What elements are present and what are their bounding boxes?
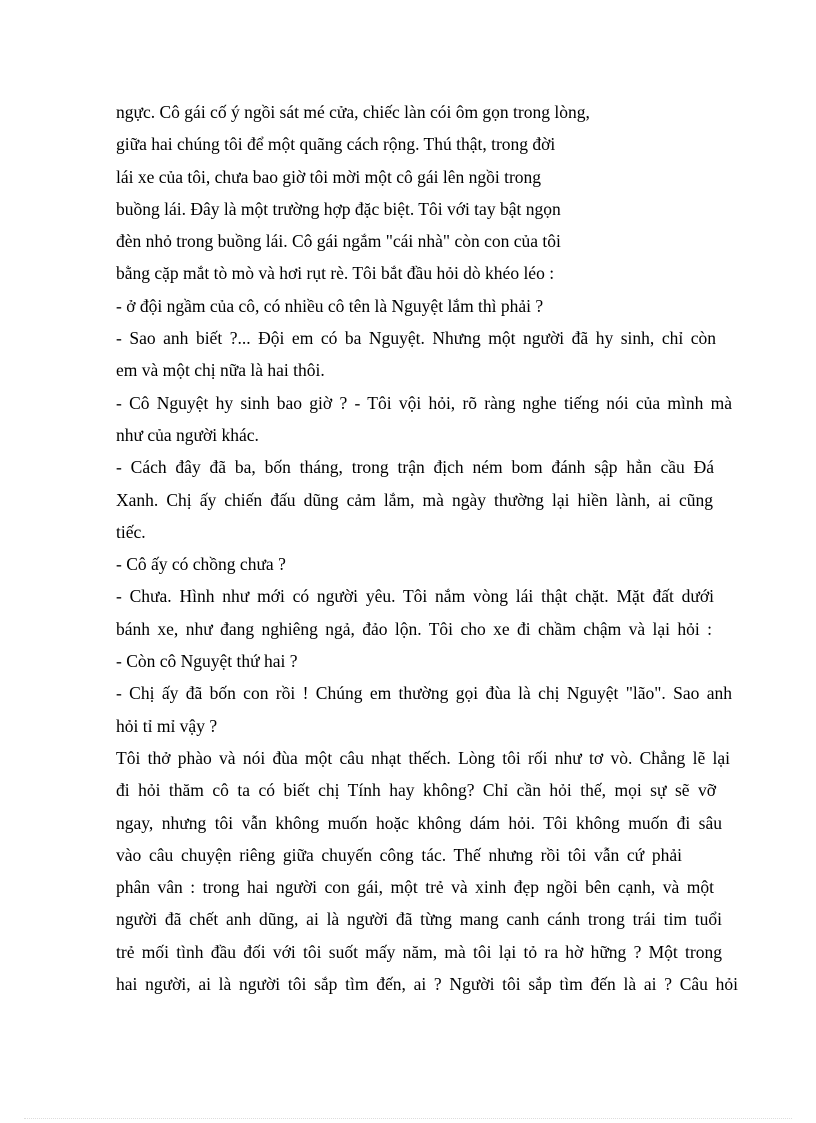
text-line: trẻ mối tình đầu đối với tôi suốt mấy năm, mà tôi lại tỏ ra hờ hững ? Một trong <box>116 941 722 962</box>
text-line: vào câu chuyện riêng giữa chuyến công tác. Thế nhưng rồi tôi vẫn cứ phải <box>116 844 682 865</box>
text-line: phân vân : trong hai người con gái, một trẻ và xinh đẹp ngồi bên cạnh, và một <box>116 877 714 898</box>
text-line: em và một chị nữa là hai thôi. <box>116 360 325 381</box>
text-line: - ở đội ngầm của cô, có nhiều cô tên là Nguyệt lắm thì phải ? <box>116 295 544 316</box>
text-line: - Cô Nguyệt hy sinh bao giờ ? - Tôi vội hỏi, rõ ràng nghe tiếng nói của mình mà <box>116 392 732 413</box>
text-line: đi hỏi thăm cô ta có biết chị Tính hay không? Chỉ cần hỏi thế, mọi sự sẽ vỡ <box>116 780 716 801</box>
text-line: đèn nhỏ trong buồng lái. Cô gái ngắm "cái nhà" còn con của tôi <box>116 231 561 252</box>
text-line: - Cô ấy có chồng chưa ? <box>116 554 286 575</box>
text-line: - Sao anh biết ?... Đội em có ba Nguyệt. Nhưng một người đã hy sinh, chỉ còn <box>116 328 716 349</box>
text-line: bánh xe, như đang nghiêng ngả, đảo lộn. Tôi cho xe đi chầm chậm và lại hỏi : <box>116 618 712 639</box>
text-line: - Chưa. Hình như mới có người yêu. Tôi nắm vòng lái thật chặt. Mặt đất dưới <box>116 586 714 607</box>
text-line: hỏi tỉ mỉ vậy ? <box>116 715 218 736</box>
text-line: như của người khác. <box>116 424 259 445</box>
text-line: Tôi thở phào và nói đùa một câu nhạt thếch. Lòng tôi rối như tơ vò. Chẳng lẽ lại <box>116 747 730 768</box>
text-line: - Cách đây đã ba, bốn tháng, trong trận địch ném bom đánh sập hẳn cầu Đá <box>116 457 714 478</box>
text-line: ngay, nhưng tôi vẫn không muốn hoặc không dám hỏi. Tôi không muốn đi sâu <box>116 812 722 833</box>
text-line: ngực. Cô gái cố ý ngồi sát mé cửa, chiếc làn cói ôm gọn trong lòng, <box>116 102 590 122</box>
text-line: lái xe của tôi, chưa bao giờ tôi mời một cô gái lên ngồi trong <box>116 166 542 187</box>
page-divider <box>24 1118 792 1119</box>
body-text <box>116 96 736 1000</box>
text-line: hai người, ai là người tôi sắp tìm đến, ai ? Người tôi sắp tìm đến là ai ? Câu hỏi <box>116 974 738 995</box>
text-line: buồng lái. Đây là một trường hợp đặc biệt. Tôi với tay bật ngọn <box>116 198 561 219</box>
text-line: - Còn cô Nguyệt thứ hai ? <box>116 651 298 672</box>
text-line: - Chị ấy đã bốn con rồi ! Chúng em thường gọi đùa là chị Nguyệt "lão". Sao anh <box>116 683 732 704</box>
text-line: giữa hai chúng tôi để một quãng cách rộng. Thú thật, trong đời <box>116 134 556 155</box>
text-line: bằng cặp mắt tò mò và hơi rụt rè. Tôi bắt đầu hỏi dò khéo léo : <box>116 263 555 284</box>
text-line: người đã chết anh dũng, ai là người đã từng mang canh cánh trong trái tim tuổi <box>116 909 722 930</box>
text-line: tiếc. <box>116 521 146 542</box>
text-line: Xanh. Chị ấy chiến đấu dũng cảm lắm, mà ngày thường lại hiền lành, ai cũng <box>116 489 713 510</box>
